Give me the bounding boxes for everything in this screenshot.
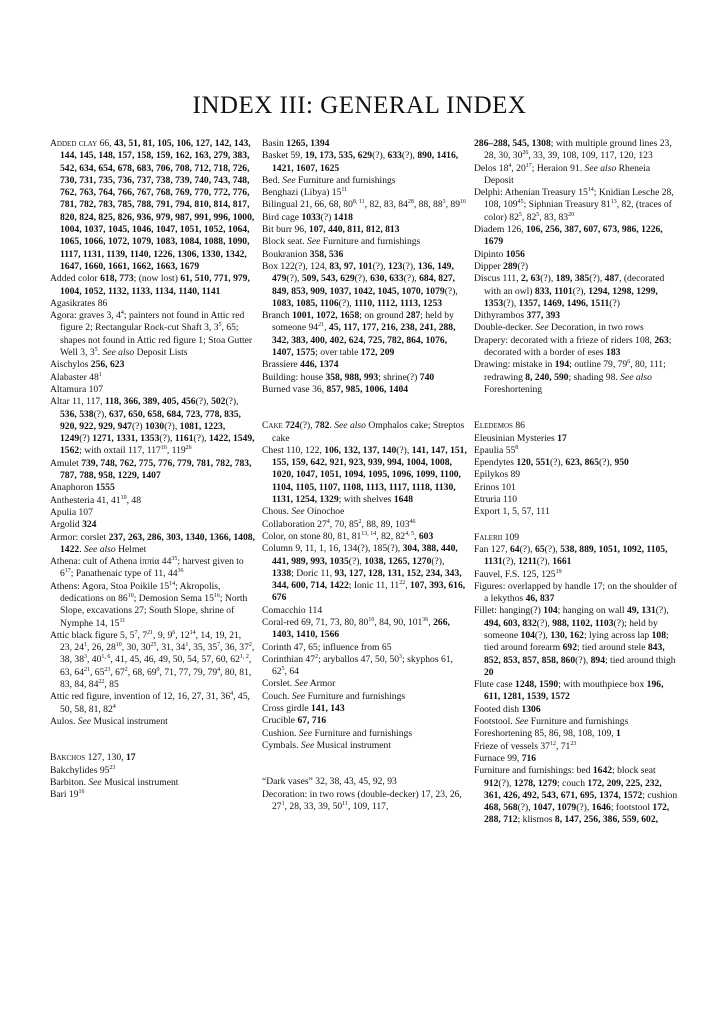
index-entry: Benghazi (Libya) $15^{11}$ [262,187,348,199]
index-entry: Added color 618, 773; (now lost) 61, 510, 771, 979, 1004, 1052, 1132, 1133, 1134, 1140, 1141 [50,273,250,297]
index-entry: Bed. See Furniture and furnishings [262,174,396,186]
index-entry: Anaphoron 1555 [50,482,115,494]
index-entry: Footstool. See Furniture and furnishings [474,716,629,728]
index-entry: Cymbals. See Musical instrument [262,739,391,751]
index-entry: Aischylos 256, 623 [50,359,125,371]
index-entry: Boukranion 358, 536 [262,248,344,260]
index-entry: Branch 1001, 1072, 1658; on ground 287; held by someone $94^{21}$, 45, 117, 177, 216, 238, 241, 288, 342, 383, 400, 402, 624, 725, 782, 864, 1076, 1407, 1575; over table 172, 209 [262,310,456,359]
index-entry: Athens: Agora, Stoa Poikile $15^{14}$; Akropolis, dedications on $86^{10}$; Demosion Sema $15^{16}$; North Slope, excavations 27; South Slope, shrine of Nymphe 14, $15^{11}$ [50,580,248,629]
index-entry: Bari $19^{16}$ [50,788,85,801]
index-entry: Etruria 110 [474,494,518,506]
index-entry: Frieze of vessels $37^{12}$, $71^{23}$ [474,740,577,752]
index-entry: Coral-red 69, 71, 73, 80, $80^{10}$, 84, 90, $101^{36}$, 266, 1403, 1410, 1566 [262,616,450,641]
index-entry: Barbiton. See Musical instrument [50,776,179,788]
index-entry: Erinos 101 [474,481,516,493]
index-entry: Flute case 1248, 1590; with mouthpiece box 196, 611, 1281, 1539, 1572 [474,679,664,703]
index-entry: Bit burr 96, 107, 440, 811, 812, 813 [262,224,400,236]
index-entry: Armor: corslet 237, 263, 286, 303, 1340, 1366, 1408, 1422. See also Helmet [50,531,255,555]
index-entry: Drapery: decorated with a frieze of riders 108, 263; decorated with a border of eses 183 [474,334,672,359]
page-title: INDEX III: GENERAL INDEX [192,92,527,119]
index-entry: Figures: overlapped by handle 17; on the shoulder of a lekythos 46, 837 [474,580,678,605]
index-entry: Decoration: in two rows (double-decker) 17, 23, 26, $27^1$, 28, 33, 39, $50^{11}$, 109, 117, [262,788,462,812]
index-entry: Corinthian $47^2$; aryballos 47, 50, $50^3$; skyphos 61, $62^5$, 64 [262,653,453,678]
index-entry: Agasikrates 86 [50,297,108,309]
index-entry: Fan 127, 64(?), 65(?), 538, 889, 1051, 1092, 1105, 1131(?), 1211(?), 1661 [474,543,668,568]
index-entry: Furnace 99, 716 [474,752,537,764]
index-entry: Added clay 66, 43, 51, 81, 105, 106, 127, 142, 143, 144, 145, 148, 157, 158, 159, 162, 163, 279, 383, 542, 634, 654, 678, 683, 706, 708, 712, 718, 726, 730, 731, 735, 736, 737, 738, 739, 740, 743, 748, 762, 763, 764, 766, 767, 768, 769, 770, 772, 776, 781, 782, 783, 785, 788, 791, 794, 810, 814, 817, 820, 824, 825, 826, 936, 979, 987, 991, 996, 1000, 1004, 1037, 1045, 1046, 1047, 1051, 1052, 1064, 1065, 1066, 1072, 1079, 1083, 1084, 1088, 1090, 1117, 1131, 1139, 1140, 1226, 1306, 1330, 1342, 1647, 1660, 1661, 1662, 1663, 1679 [50,138,255,272]
index-entry: Dipper 289(?) [474,260,529,272]
index-entry: Export 1, 5, 57, 111 [474,506,550,518]
index-entry: Argolid 324 [50,519,97,531]
index-entry: Footed dish 1306 [474,703,541,715]
index-entry: Chest 110, 122, 106, 132, 137, 140(?), 141, 147, 151, 155, 159, 642, 921, 923, 939, 994, 1004, 1008, 1020, 1047, 1051, 1094, 1095, 1096, 1099, 1100, 1104, 1105, 1107, 1108, 1113, 1117, 1118, 1130, 1131, 1254, 1329; with shelves 1648 [262,444,467,506]
index-entry: Athena: cult of Athena ἱππία $44^{35}$; harvest given to $6^{17}$; Panathenaic type of 11, $44^{36}$ [50,555,244,580]
index-entry: Epilykos 89 [474,469,521,481]
index-entry: Block seat. See Furniture and furnishings [262,236,421,248]
section-gap [474,519,679,532]
section-gap [50,728,255,752]
index-column-3 [474,138,679,1008]
index-entry: Crucible 67, 716 [262,715,327,727]
index-entry: Box 122(?), 124, 83, 97, 101(?), 123(?), 136, 149, 479(?), 509, 543, 629(?), 630, 633(?), 684, 827, 849, 853, 909, 1037, 1042, 1045, 1070, 1079(?), 1083, 1085, 1106(?), 1110, 1112, 1113, 1253 [262,260,458,309]
index-entry: Agora: graves 3, $4^4$; painters not found in Attic red figure 2; Rectangular Rock-cut Shaft 3, $3^5$, 65; shapes not found in Attic red figure 1; Stoa Gutter Well 3, $3^5$. See also Deposit Lists [50,309,253,359]
index-entry: Apulia 107 [50,506,93,518]
index-entry: 286–288, 545, 1308; with multiple ground lines 23, 28, 30, $30^{26}$, 33, 39, 108, 109, 117, 120, 123 [474,138,672,162]
index-entry: Foreshortening 85, 86, 98, 108, 109, 1 [474,728,621,740]
index-entry: Alabaster $48^1$ [50,371,102,383]
index-entry: Aulos. See Musical instrument [50,715,168,727]
index-entry: Comacchio 114 [262,604,323,616]
index-entry: Altar 11, 117, 118, 366, 389, 405, 456(?), 502(?), 536, 538(?), 637, 650, 658, 684, 723, 778, 835, 920, 922, 929, 947(?) 1030(?), 1081, 1223, 1249(?) 1271, 1331, 1353(?), 1161(?), 1422, 1549, 1562; with oxtail 117, $117^{16}$, $119^{26}$ [50,396,255,457]
section-gap [474,396,679,420]
index-entry: Eledemos 86 [474,420,525,432]
index-entry: Furniture and furnishings: bed 1642; block seat 912(?), 1278, 1279; couch 172, 209, 225, 232, 361, 426, 492, 543, 671, 695, 1374, 1572; cushion 468, 568(?), 1047, 1079(?), 1646; footstool 172, 288, 712; klismos 8, 147, 256, 386, 559, 602, [474,765,678,826]
index-entry: Discus 111, 2, 63(?), 189, 385(?), 487, (decorated with an owl) 833, 1101(?), 1294, 1298, 1299, 1353(?), 1357, 1469, 1496, 1511(?) [474,273,665,309]
index-entry: Column 9, 11, 1, 16, 134(?), 185(?), 304, 388, 440, 441, 989, 993, 1035(?), 1038, 1265, 1270(?), 1338; Doric 11, 93, 127, 128, 131, 152, 234, 343, 344, 600, 714, 1422; Ionic 11, $11^{22}$, 107, 393, 616, 676 [262,543,466,604]
section-gap [262,396,467,420]
index-entry: Attic red figure, invention of 12, 16, 27, 31, $36^4$, 45, 50, 58, 81, $82^4$ [50,691,250,715]
index-entry: Bakchos 127, 130, 17 [50,752,136,764]
index-entry: Anthesteria 41, $41^{10}$, 48 [50,494,141,506]
index-column-1 [50,138,255,1008]
index-entry: Attic black figure 5, $5^7$, $7^{21}$, 9, $9^6$, $12^{14}$, 14, 19, 21, 23, $24^1$, 26, $28^{10}$, 30, $30^{25}$, 31, $34^1$, 35, $35^7$, 36, $37^2$, 38, $38^3$, 40$^{1, 6}$, 41, 45, 46, 49, 50, 54, 57, 60, 62$^{1, 2}$, 63, $64^{21}$, $65^{23}$, $67^2$, 68, $69^9$, 71, 77, 79, $79^4$, 80, 81, 83, 84, $84^{22}$, 85 [50,629,255,691]
index-entry: Cake 724(?), 782. See also Omphalos cake; Streptos cake [262,420,465,444]
index-entry: Basket 59, 19, 173, 535, 629(?), 633(?), 890, 1416, 1421, 1607, 1625 [262,150,459,174]
index-entry: Double-decker. See Decoration, in two rows [474,322,644,334]
index-entry: Collaboration $27^4$, 70, $85^2$, 88, 89, $103^{46}$ [262,518,416,530]
index-entry: Bilingual 21, 66, 68, 80$^{8, 11}$, 82, 83, $84^{28}$, 88, $88^3$, $89^{16}$ [262,199,466,211]
index-entry: Corslet. See Armor [262,678,336,690]
index-entry: Drawing: mistake in 194; outline 79, $79^6$, 80, 111; redrawing 8, 240, 590; shading 98. See also Foreshortening [474,359,666,395]
index-entry: Brassiere 446, 1374 [262,359,339,371]
index-entry: Eleusinian Mysteries 17 [474,432,567,444]
index-entry: Couch. See Furniture and furnishings [262,690,406,702]
index-entry: Burned vase 36, 857, 985, 1006, 1404 [262,383,409,395]
index-entry: “Dark vases” 32, 38, 43, 45, 92, 93 [262,776,397,788]
index-entry: Bakchylides $95^{23}$ [50,764,116,776]
index-entry: Building: house 358, 988, 993; shrine(?) 740 [262,371,435,383]
index-entry: Basin 1265, 1394 [262,138,330,149]
index-entry: Dipinto 1056 [474,248,525,260]
index-entry: Bird cage 1033(?) 1418 [262,211,353,223]
index-entry: Color, on stone 80, 81, 81$^{13, 14}$, 82, 82$^{4, 5}$, 603 [262,530,434,542]
index-entry: Delos $18^4$, $20^{17}$; Heraion 91. See also Rheneia Deposit [474,162,651,186]
index-entry: Fauvel, F.S. 125, $125^{19}$ [474,568,562,580]
index-entry: Epaulia $55^8$ [474,444,519,456]
index-entry: Ependytes 120, 551(?), 623, 865(?), 950 [474,457,629,469]
index-entry: Falerii 109 [474,531,520,543]
index-entry: Fillet: hanging(?) 104; hanging on wall 49, 131(?), 494, 603, 832(?), 988, 1102, 1103(?); held by someone 104(?), 130, 162; lying across lap 108; tied around forearm 692; tied around stele 843, 852, 853, 857, 858, 860(?), 894; tied around thigh 20 [474,605,676,678]
index-entry: Diadem 126, 106, 256, 387, 607, 673, 986, 1226, 1679 [474,224,663,248]
index-entry: Delphi: Athenian Treasury $15^{14}$; Knidian Lesche 28, 108, $109^{45}$; Siphnian Treasury $81^{13}$, 82, (traces of color) $82^5$, $82^5$, 83, $83^{20}$ [474,187,674,223]
index-entry: Chous. See Oinochoe [262,506,345,518]
index-entry: Cushion. See Furniture and furnishings [262,727,413,739]
index-entry: Corinth 47, 65; influence from 65 [262,641,392,653]
section-gap [262,752,467,776]
index-column-2 [262,138,467,1008]
index-entry: Dithyrambos 377, 393 [474,310,561,322]
index-entry: Altamura 107 [50,383,104,395]
index-entry: Amulet 739, 748, 762, 775, 776, 779, 781, 782, 783, 787, 788, 958, 1229, 1407 [50,457,252,482]
index-entry: Cross girdle 141, 143 [262,703,345,715]
